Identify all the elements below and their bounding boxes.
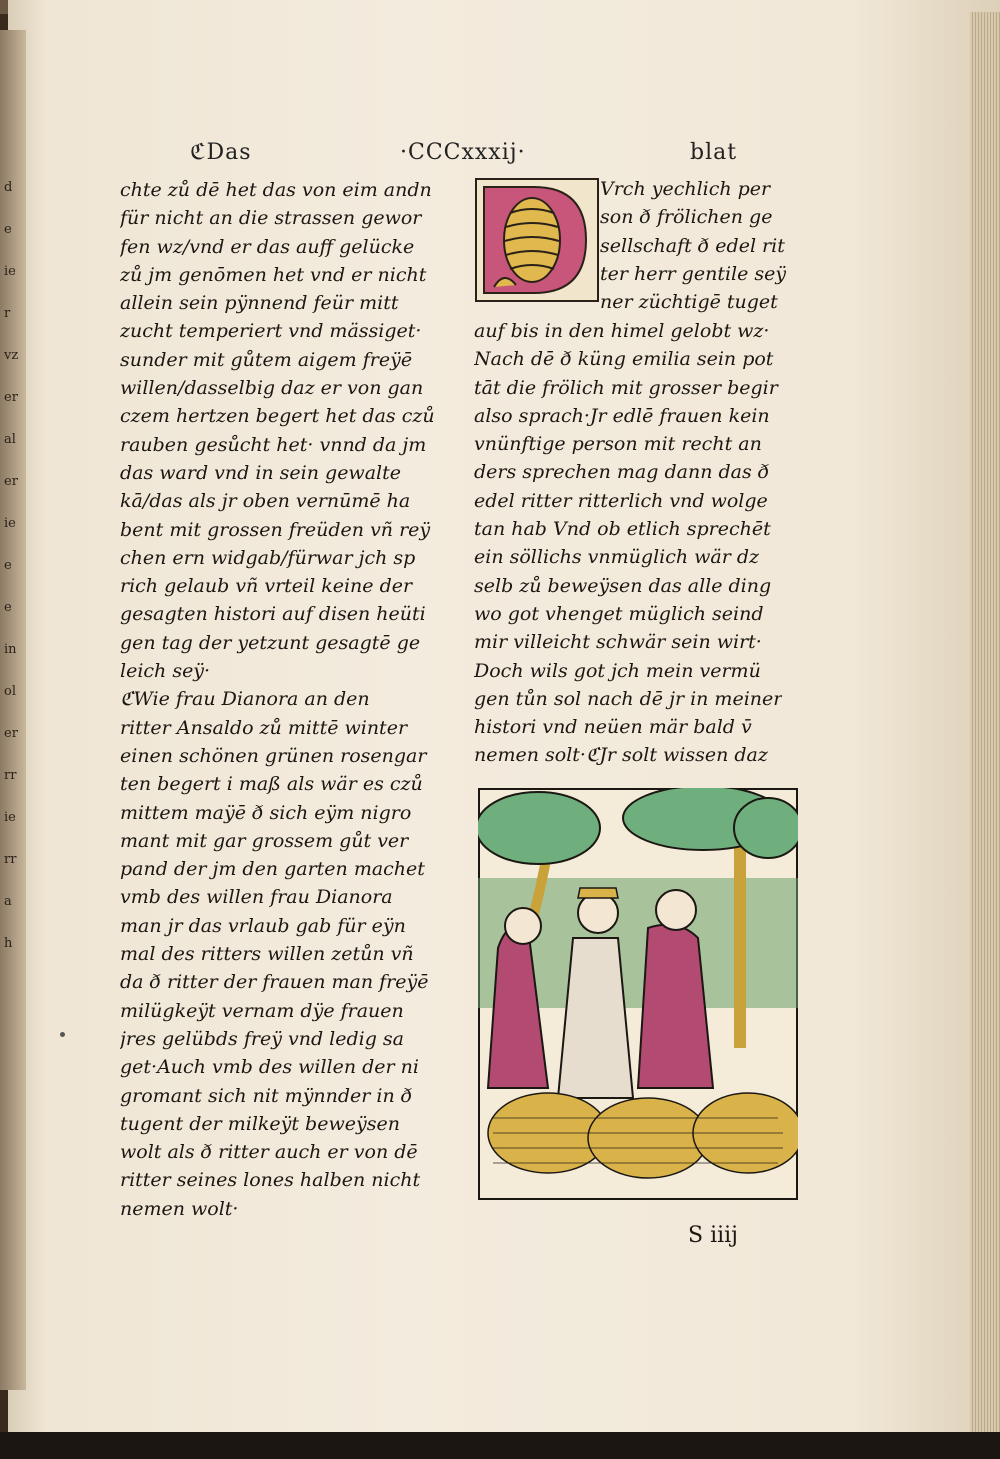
facing-page-fragment: e [4, 558, 12, 573]
facing-page-fragment: ie [4, 264, 16, 279]
text-line: für nicht an die strassen gewor [120, 207, 422, 230]
signature-mark: S iiij [688, 1223, 738, 1248]
text-line: das ward vnd in sein gewalte [120, 461, 401, 484]
text-line: ritter seines lones halben nicht [120, 1169, 421, 1192]
facing-page-fragment: r [4, 306, 11, 321]
text-line: sunder mit gůtem aigem freÿē [120, 348, 413, 371]
text-line: gen tůn sol nach dē jr in meiner [474, 687, 783, 710]
paper-spot [60, 1032, 65, 1037]
text-line: ders sprechen mag dann das ð [474, 461, 770, 484]
woodcut-illustration [478, 788, 798, 1200]
text-line: zů jm genōmen het vnd er nicht [120, 263, 427, 286]
text-line: mal des ritters willen zetůn vñ [120, 943, 414, 966]
right-text-column [474, 317, 782, 770]
text-line: bent mit grossen freüden vñ reÿ [120, 518, 431, 541]
text-line: allein sein pÿnnend feür mitt [120, 292, 399, 315]
text-line: zucht temperiert vnd mässiget· [120, 320, 422, 343]
text-line: nemen wolt· [120, 1197, 239, 1220]
running-head-left: ℭDas [190, 140, 252, 165]
facing-page-fragment: vz [4, 348, 19, 363]
text-line: tāt die frölich mit grosser begir [474, 376, 778, 399]
text-line: Vrch yechlich per [600, 178, 771, 200]
text-line: get·Auch vmb des willen der ni [120, 1056, 419, 1079]
text-line: chen ern widgab/fürwar jch sp [120, 546, 416, 569]
text-line: willen/dasselbig daz er von gan [120, 377, 424, 400]
text-line: czem hertzen begert het das czů [120, 405, 435, 428]
text-line: auf bis in den himel gelobt wz· [474, 320, 770, 342]
text-line: rauben gesůcht het· vnnd da jm [120, 433, 427, 456]
text-line: leich seÿ· [120, 660, 211, 683]
facing-page-fragment: in [4, 642, 17, 657]
text-line: ner züchtigē tuget [600, 291, 778, 314]
text-line: tan hab Vnd ob etlich sprechēt [474, 518, 771, 541]
text-line: kā/das als jr oben vernūmē ha [120, 490, 411, 513]
facing-page-fragment: al [4, 432, 16, 447]
facing-page-fragment: e [4, 222, 12, 237]
text-line: ten begert i maß als wär es czů [120, 773, 423, 796]
text-line: rich gelaub vñ vrteil keine der [120, 575, 413, 598]
text-line: ritter Ansaldo zů mittē winter [120, 716, 408, 739]
text-line: ℭWie frau Dianora an den [120, 688, 370, 711]
text-line: son ð frölichen ge [600, 206, 773, 229]
text-line: vmb des willen frau Dianora [120, 886, 393, 909]
left-text-column [120, 176, 435, 1223]
text-line: sellschaft ð edel rit [600, 234, 785, 257]
folio-number: ·CCCxxxij· [400, 140, 526, 165]
right-text-beside-initial [600, 175, 786, 316]
text-line: nemen solt·ℭJr solt wissen daz [474, 744, 768, 767]
text-line: wo got vhenget müglich seind [474, 602, 764, 625]
text-line: tugent der milkeÿt beweÿsen [120, 1112, 400, 1135]
facing-page-fragment: er [4, 474, 18, 489]
facing-page-fragment: h [4, 936, 13, 951]
text-line: gromant sich nit mÿnnder in ð [120, 1084, 413, 1107]
text-line: Doch wils got jch mein vermü [474, 659, 761, 682]
facing-page-fragment: ol [4, 684, 16, 699]
text-line: wolt als ð ritter auch er von dē [120, 1141, 418, 1164]
text-line: also sprach·Jr edlē frauen kein [474, 404, 770, 427]
facing-page-fragment: e [4, 600, 12, 615]
page-stack-edge [970, 12, 1000, 1432]
text-line: gesagten histori auf disen heüti [120, 603, 426, 626]
text-line: milügkeÿt vernam dÿe frauen [120, 999, 404, 1022]
facing-page-fragment: rr [4, 852, 17, 867]
wattle-fence [488, 1093, 798, 1178]
text-line: jres gelübds freÿ vnd ledig sa [120, 1027, 404, 1050]
running-head-right: blat [690, 140, 738, 165]
text-line: pand der jm den garten machet [120, 858, 425, 881]
text-line: mir villeicht schwär sein wirt· [474, 631, 762, 654]
facing-page-fragment: rr [4, 768, 17, 783]
text-line: mant mit gar grossem gůt ver [120, 829, 409, 852]
text-line: man jr das vrlaub gab für eÿn [120, 914, 406, 937]
facing-page-fragment: a [4, 894, 12, 909]
text-line: ter herr gentile seÿ [600, 262, 787, 285]
bottom-shadow [0, 1432, 1000, 1459]
text-line: vnünftige person mit recht an [474, 433, 762, 456]
illuminated-initial-d [474, 175, 600, 305]
facing-page-fragment: er [4, 726, 18, 741]
text-line: edel ritter ritterlich vnd wolge [474, 489, 768, 512]
text-line: selb zů beweÿsen das alle ding [474, 574, 772, 597]
text-line: ein söllichs vnmüglich wär dz [474, 546, 760, 569]
facing-page-fragment: er [4, 390, 18, 405]
text-line: chte zů dē het das von eim andn [120, 179, 432, 201]
text-line: fen wz/vnd er das auff gelücke [120, 235, 415, 258]
facing-page-fragment: d [4, 180, 13, 195]
text-line: mittem maÿē ð sich eÿm nigro [120, 801, 412, 824]
text-line: einen schönen grünen rosengar [120, 744, 427, 767]
facing-page-fragment: ie [4, 810, 16, 825]
text-line: da ð ritter der frauen man freÿē [120, 971, 429, 994]
text-line: Nach dē ð küng emilia sein pot [474, 348, 774, 371]
facing-page-fragment: ie [4, 516, 16, 531]
text-line: histori vnd neüen mär bald v̄ [474, 716, 752, 739]
facing-page-edge [0, 30, 26, 1390]
text-line: gen tag der yetzunt gesagtē ge [120, 631, 421, 654]
